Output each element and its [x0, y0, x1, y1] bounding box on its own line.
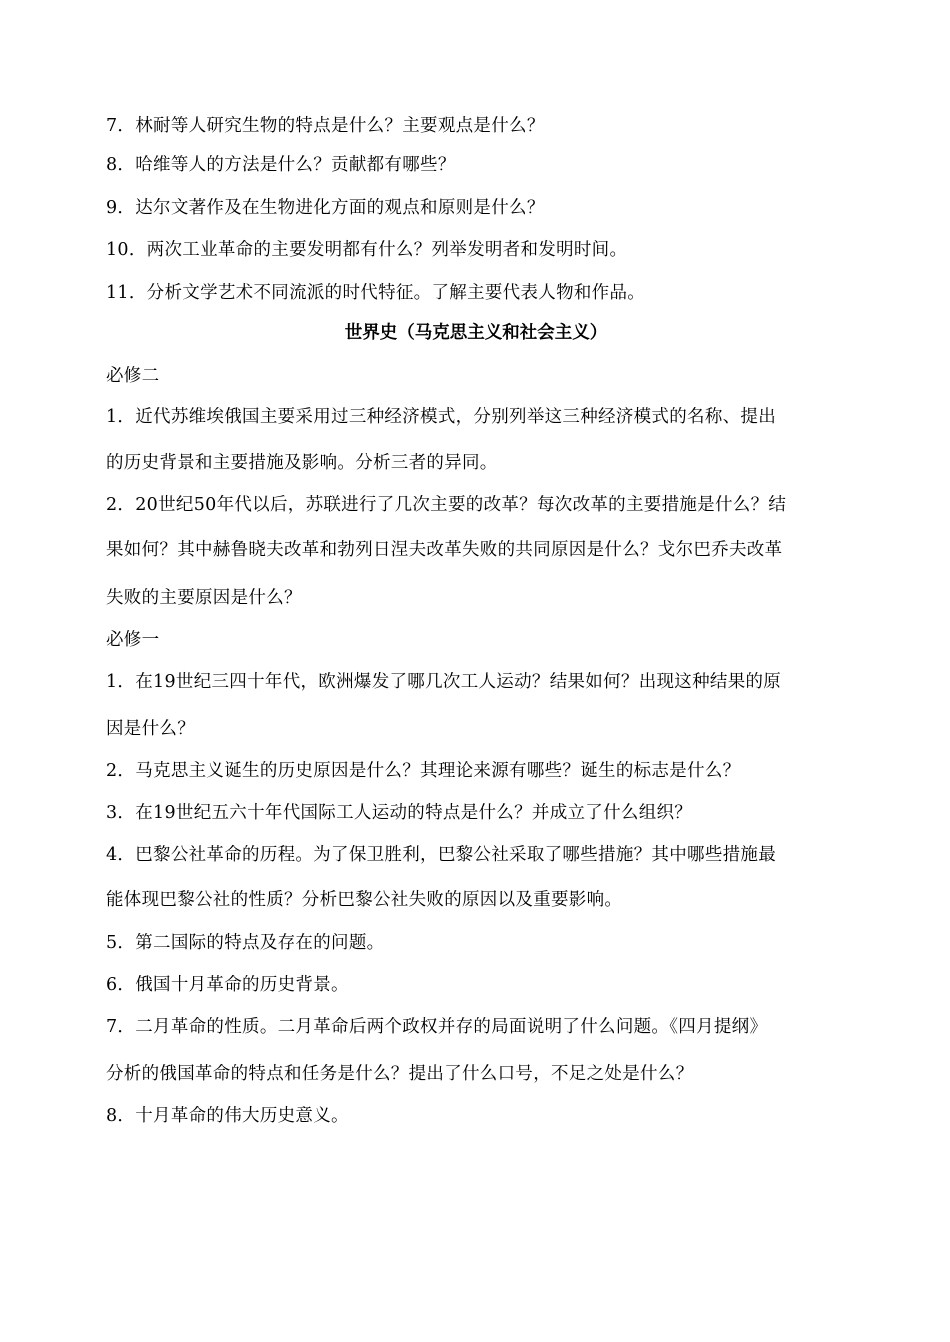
module-1-question-6: 6．俄国十月革命的历史背景。: [106, 975, 349, 995]
question-9-darwin: 9．达尔文著作及在生物进化方面的观点和原则是什么？: [106, 198, 545, 218]
question-8-harvey: 8．哈维等人的方法是什么？贡献都有哪些？: [106, 155, 456, 175]
module-1-question-8: 8．十月革命的伟大历史意义。: [106, 1106, 349, 1126]
module-2-question-2-line-3: 失败的主要原因是什么？: [106, 588, 302, 608]
module-2-question-2-line-1: 2．20世纪50年代以后，苏联进行了几次主要的改革？每次改革的主要措施是什么？结: [106, 495, 787, 515]
module-1-question-7-line-2: 分析的俄国革命的特点和任务是什么？提出了什么口号，不足之处是什么？: [106, 1064, 694, 1084]
module-1-question-1-line-2: 因是什么？: [106, 719, 195, 739]
module-1-question-7-line-1: 7．二月革命的性质。二月革命后两个政权并存的局面说明了什么问题。《四月提纲》: [106, 1017, 768, 1037]
module-2-question-2-line-2: 果如何？其中赫鲁晓夫改革和勃列日涅夫改革失败的共同原因是什么？戈尔巴乔夫改革: [106, 540, 783, 560]
module-1-question-1-line-1: 1．在19世纪三四十年代，欧洲爆发了哪几次工人运动？结果如何？出现这种结果的原: [106, 672, 782, 692]
question-7-biology: 7．林耐等人研究生物的特点是什么？主要观点是什么？: [106, 116, 545, 136]
module-2-question-1-line-1: 1．近代苏维埃俄国主要采用过三种经济模式，分别列举这三种经济模式的名称、提出: [106, 407, 777, 427]
module-2-question-1-line-2: 的历史背景和主要措施及影响。分析三者的异同。: [106, 453, 498, 473]
question-10-industrial-revolution: 10．两次工业革命的主要发明都有什么？列举发明者和发明时间。: [106, 240, 628, 260]
module-1-question-5: 5．第二国际的特点及存在的问题。: [106, 933, 385, 953]
module-1-question-3: 3．在19世纪五六十年代国际工人运动的特点是什么？并成立了什么组织？: [106, 803, 693, 823]
module-1-question-2: 2．马克思主义诞生的历史原因是什么？其理论来源有哪些？诞生的标志是什么？: [106, 761, 741, 781]
module-1-question-4-line-2: 能体现巴黎公社的性质？分析巴黎公社失败的原因以及重要影响。: [106, 890, 623, 910]
module-1-question-4-line-1: 4．巴黎公社革命的历程。为了保卫胜利，巴黎公社采取了哪些措施？其中哪些措施最: [106, 845, 777, 865]
section-heading: 世界史（马克思主义和社会主义）: [344, 323, 608, 343]
module-1-label: 必修一: [106, 630, 160, 650]
question-11-literature-art: 11．分析文学艺术不同流派的时代特征。了解主要代表人物和作品。: [106, 283, 646, 303]
module-2-label: 必修二: [106, 366, 160, 386]
